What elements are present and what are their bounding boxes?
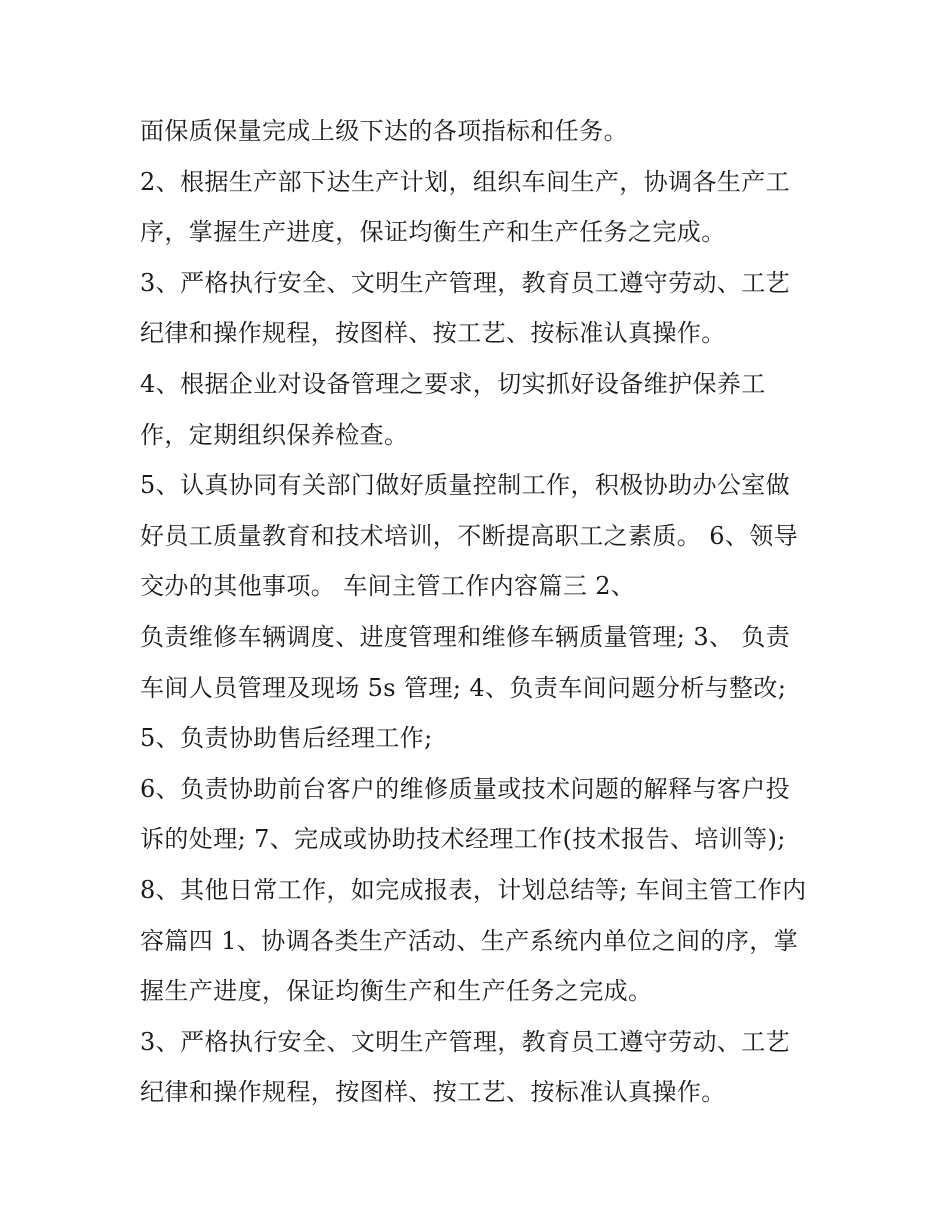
text-line: 负责维修车辆调度、进度管理和维修车辆质量管理; 3、 负责 bbox=[140, 622, 791, 651]
text-line: 好员工质量教育和技术培训，不断提高职工之素质。 6、领导 bbox=[140, 521, 799, 550]
text-line: 面保质保量完成上级下达的各项指标和任务。 bbox=[140, 117, 628, 145]
text-line: 作，定期组织保养检查。 bbox=[140, 420, 409, 449]
text-line: 容篇四 1、协调各类生产活动、生产系统内单位之间的序，掌 bbox=[140, 926, 799, 955]
text-line: 3、严格执行安全、文明生产管理，教育员工遵守劳动、工艺 bbox=[140, 1027, 791, 1056]
text-line: 8、其他日常工作，如完成报表，计划总结等; 车间主管工作内 bbox=[140, 875, 807, 904]
text-line: 交办的其他事项。 车间主管工作内容篇三 2、 bbox=[140, 572, 636, 601]
text-line: 6、负责协助前台客户的维修质量或技术问题的解释与客户投 bbox=[140, 774, 791, 803]
text-line: 纪律和操作规程，按图样、按工艺、按标准认真操作。 bbox=[140, 319, 726, 348]
text-line: 5、认真协同有关部门做好质量控制工作，积极协助办公室做 bbox=[140, 471, 791, 500]
text-line: 诉的处理; 7、完成或协助技术经理工作(技术报告、培训等); bbox=[140, 825, 786, 854]
text-line: 2、根据生产部下达生产计划，组织车间生产，协调各生产工 bbox=[140, 167, 791, 196]
text-line: 车间人员管理及现场 5s 管理; 4、负责车间问题分析与整改; bbox=[140, 673, 787, 702]
text-line: 5、负责协助售后经理工作; bbox=[140, 724, 433, 753]
text-line: 纪律和操作规程，按图样、按工艺、按标准认真操作。 bbox=[140, 1078, 726, 1107]
text-line: 序，掌握生产进度，保证均衡生产和生产任务之完成。 bbox=[140, 218, 726, 247]
text-line: 握生产进度，保证均衡生产和生产任务之完成。 bbox=[140, 977, 653, 1006]
document-body bbox=[140, 106, 830, 1118]
text-line: 4、根据企业对设备管理之要求，切实抓好设备维护保养工 bbox=[140, 369, 766, 398]
text-line: 3、严格执行安全、文明生产管理，教育员工遵守劳动、工艺 bbox=[140, 268, 791, 297]
